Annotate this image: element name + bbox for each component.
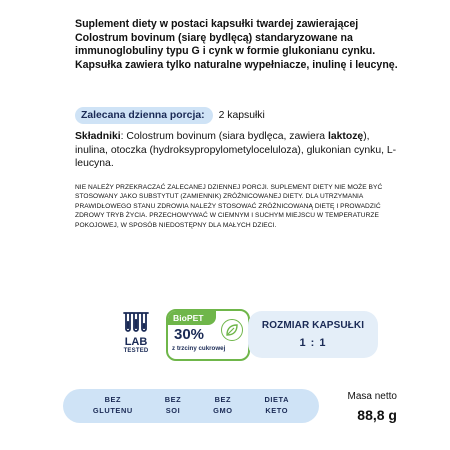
ingredients-label: Składniki	[75, 131, 121, 142]
test-tubes-icon	[121, 311, 151, 335]
biopet-badge	[166, 309, 250, 361]
free-from-bar	[63, 389, 319, 423]
net-weight-value: 88,8 g	[357, 407, 397, 423]
capsule-size-value: 1 : 1	[299, 337, 327, 349]
recommended-dose	[75, 107, 265, 124]
free-from-soy: BEZ SOI	[164, 395, 182, 415]
ingredients-list	[75, 130, 405, 171]
product-description: Suplement diety w postaci kapsułki twardej zawierającej Colostrum bovinum (siarę bydlęcą) standaryzowane na immunoglobuliny typu G i cynk w formie glukonianu cynku. Kapsułka zawiera tylko naturalne wypełniacze, inulinę i leucynę.	[75, 18, 398, 71]
free-from-gluten: BEZ GLUTENU	[92, 395, 133, 415]
tested-label: TESTED	[123, 348, 149, 354]
free-from-gmo: BEZ GMO	[213, 395, 233, 415]
capsule-size-badge	[248, 311, 378, 358]
warning-notice: NIE NALEŻY PRZEKRACZAĆ ZALECANEJ DZIENNEJ PORCJI. SUPLEMENT DIETY NIE MOŻE BYĆ STOSOWANY JAKO SUBSTYTUT (ZAMIENNIK) ZRÓŻNICOWANEJ DIETY. DLA UTRZYMANIA PRAWIDŁOWEGO STANU ZDROWIA NALEŻY STOSOWAĆ ZRÓŻNICOWANĄ DIETĘ I PROWADZIĆ ZDROWY TRYB ŻYCIA. PRZECHOWYWAĆ W CIEMNYM I SUCHYM MIEJSCU W TEMPERATURZE POKOJOWEJ, W SPOSÓB NIEDOSTĘPNY DLA MAŁYCH DZIECI.	[75, 184, 383, 229]
dose-label: Zalecana dzienna porcja:	[75, 107, 213, 124]
keto-diet: DIETA KETO	[264, 395, 290, 415]
biopet-percent: 30%	[174, 326, 205, 343]
net-weight-label: Masa netto	[347, 391, 397, 402]
net-weight	[327, 390, 397, 424]
lab-tested-badge	[118, 311, 154, 363]
capsule-size-label: ROZMIAR KAPSUŁKI	[261, 320, 365, 331]
allergen-highlight: laktozę	[327, 131, 364, 142]
ingredients-text-end: ), inulina, otoczka (hydroksypropylometyloceluloza), glukonian cynku, L-leucyna.	[75, 131, 397, 170]
ingredients-text-start: : Colostrum bovinum (siara bydlęca, zawiera	[120, 131, 328, 142]
leaf-icon	[221, 319, 243, 341]
biopet-source: z trzciny cukrowej	[172, 345, 226, 352]
dose-value: 2 kapsułki	[218, 110, 265, 121]
biopet-title: BioPET	[168, 311, 216, 325]
lab-label: LAB	[124, 336, 148, 348]
